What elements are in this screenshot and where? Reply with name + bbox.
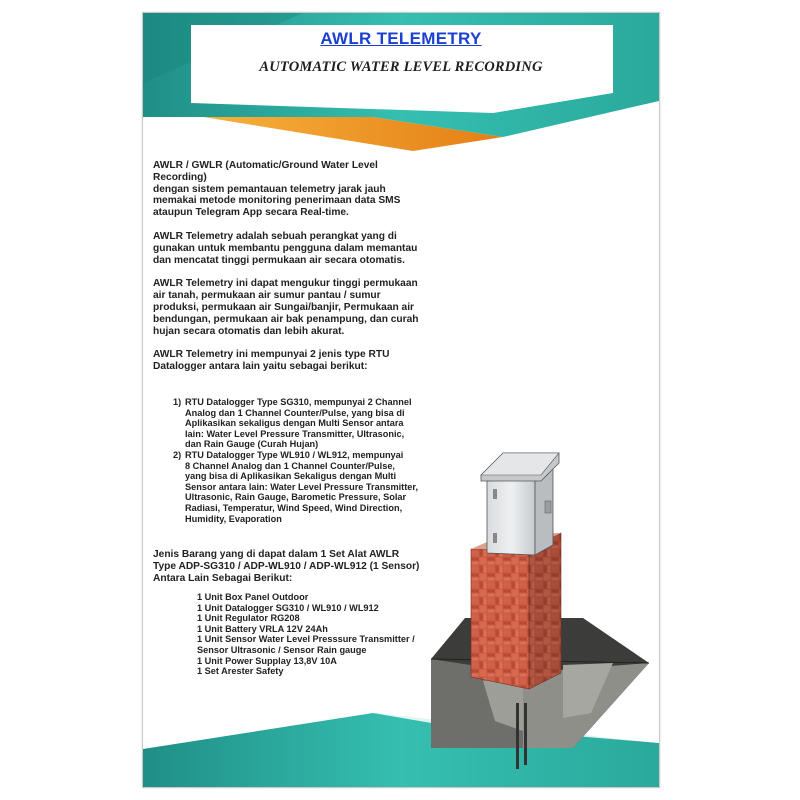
list-item: 1 Unit Box Panel Outdoor bbox=[197, 592, 309, 602]
list-text: RTU Datalogger Type SG310, mempunyai 2 Channel Analog dan 1 Channel Counter/Pulse, yang bisa di Aplikasikan sekaligus dengan Multi Sensor antara lain: Water Level Pressure Transmitter, Ultrasonic, dan Rain Gauge (Curah Hujan) bbox=[185, 397, 412, 450]
list-item: 1 Unit Datalogger SG310 / WL910 / WL912 bbox=[197, 602, 379, 613]
list-number: 2) bbox=[173, 449, 182, 460]
package-intro: Jenis Barang yang di dapat dalam 1 Set Alat AWLR Type ADP-SG310 / ADP-WL910 / ADP-WL912 (1 Sensor) Antara Lain Sebagai Berikut: bbox=[153, 549, 420, 584]
paragraph: AWLR / GWLR (Automatic/Ground Water Level Recording) dengan sistem pemantauan telemetry jarak jauh memakai metode monitoring penerimaan data SMS ataupun Telegram App secara Real-time. bbox=[153, 160, 401, 219]
rtu-type-list bbox=[173, 397, 445, 524]
awlr-illustration bbox=[431, 453, 649, 769]
list-item: 1 Unit Regulator RG208 bbox=[197, 613, 300, 624]
list-item: 1 Unit Sensor Water Level Presssure Transmitter / Sensor Ultrasonic / Sensor Rain gauge bbox=[197, 634, 415, 655]
paragraph: AWLR Telemetry ini dapat mengukur tinggi permukaan air tanah, permukaan air sumur pantau / sumur produksi, permukaan air Sungai/banjir, Permukaan air bendungan, permukaan air bak penampung, dan curah hujan secara otomatis dan lebih akurat. bbox=[153, 278, 419, 337]
list-item: 1 Unit Battery VRLA 12V 24Ah bbox=[197, 623, 328, 634]
paragraph: AWLR Telemetry adalah sebuah perangkat yang di gunakan untuk membantu pengguna dalam memantau dan mencatat tinggi permukaan air secara otomatis. bbox=[153, 230, 418, 266]
list-item bbox=[173, 450, 445, 524]
list-item bbox=[173, 397, 445, 450]
intro-text bbox=[153, 160, 453, 385]
brochure-page bbox=[142, 12, 660, 788]
list-item: 1 Unit Power Supplay 13,8V 10A bbox=[197, 655, 337, 666]
package-item-list bbox=[197, 592, 457, 677]
paragraph: AWLR Telemetry ini mempunyai 2 jenis type RTU Datalogger antara lain yaitu sebagai berikut: bbox=[153, 349, 390, 373]
list-number: 1) bbox=[173, 397, 182, 407]
list-text: RTU Datalogger Type WL910 / WL912, mempunyai 8 Channel Analog dan 1 Channel Counter/Pulse, yang bisa di Aplikasikan Sekaligus dengan Multi Sensor antara lain: Water Level Pressure Transmitter, Ultrasonic, Rain Gauge, Barometic Pressure, Solar Radiasi, Temperatur, Wind Speed, Wind Direction, Humidity, Evaporation bbox=[185, 449, 419, 524]
list-item: 1 Set Arester Safety bbox=[197, 666, 284, 677]
page-title: AWLR TELEMETRY bbox=[320, 29, 482, 48]
page-subtitle: AUTOMATIC WATER LEVEL RECORDING bbox=[259, 59, 543, 75]
